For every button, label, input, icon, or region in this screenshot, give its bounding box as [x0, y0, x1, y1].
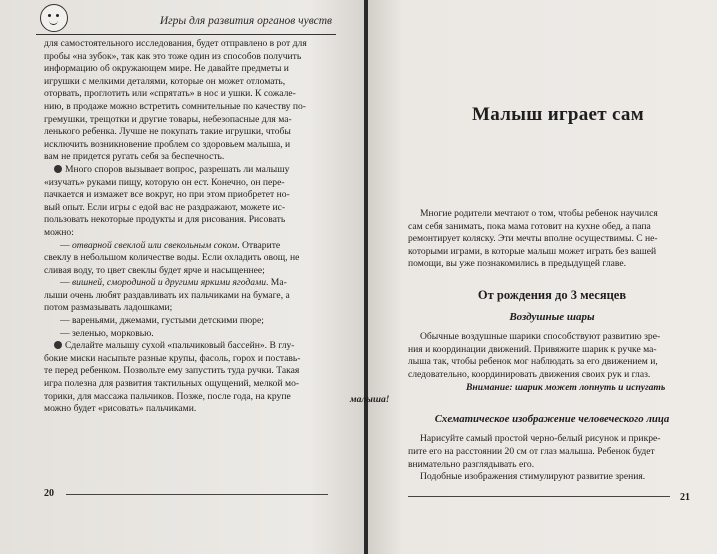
- page-number-right: 21: [680, 492, 690, 503]
- face-paragraph: [408, 433, 696, 483]
- text-line: пите его на расстоянии 20 см от глаз малыша. Ребенок будет: [408, 445, 655, 457]
- text-line: ленького ребенка. Лучше не покупать такие игрушки, чтобы: [44, 126, 291, 138]
- text-line: сам себя занимать, пока мама готовит на кухне обед, а папа: [408, 220, 651, 232]
- text-line: информацию об окружающем мире. Не давайте предметы и: [44, 63, 289, 75]
- text-line: «изучать» руками пищу, которую он ест. Конечно, он пере-: [44, 176, 285, 188]
- warning-note: Внимание: шарик может лопнуть и испугать малыша!: [350, 381, 666, 406]
- baby-face-logo-icon: [40, 4, 68, 32]
- text-line: для самостоятельного исследования, будет отправлено в рот для: [44, 38, 307, 49]
- text-line: Нарисуйте самый простой черно-белый рисунок и прикре-: [420, 433, 661, 445]
- intro-paragraph: [408, 208, 696, 271]
- text-line: торики, для массажа пальчиков. Позже, после года, на крупе: [44, 390, 291, 402]
- text-line: Обычные воздушные шарики способствуют развитию зре-: [420, 331, 661, 343]
- text-line: вый опыт. Если игры с едой вас не раздражают, можете ис-: [44, 201, 286, 213]
- right-page-text: [350, 208, 696, 484]
- running-header: [36, 8, 336, 35]
- text-line: можно:: [44, 226, 74, 238]
- text-line: — вареньями, джемами, густыми детскими пюре;: [60, 315, 264, 327]
- left-page-text: [44, 38, 332, 416]
- text-line: — вишней, смородиной и другими яркими ягодами. Ма-: [60, 277, 287, 289]
- text-line: ремонтирует коляску. Эти мечты вполне осуществимы. С не-: [408, 233, 658, 245]
- text-line: Сделайте малышу сухой «пальчиковый бассейн». В глу-: [44, 340, 332, 353]
- text-line: внимательно разглядывать его.: [408, 458, 535, 470]
- text-line: игрушки с мелкими деталями, которые он может отломать,: [44, 75, 286, 87]
- subsection-title-face: Схематическое изображение человеческого лица: [434, 412, 670, 425]
- text-line: можно будет «рисовать» пальчиками.: [44, 403, 197, 415]
- balloons-paragraph: [408, 331, 696, 381]
- bullet-icon: [54, 341, 62, 349]
- text-line: свеклу в небольшом количестве воды. Если охладить овощ, не: [44, 252, 300, 264]
- text-line: ния и координации движений. Привяжите шарик к ручке ма-: [408, 343, 657, 355]
- text-line: нию, в продаже можно встретить сомнительные по качеству по-: [44, 100, 306, 112]
- text-line: пользовать некоторые продукты и для рисования. Рисовать: [44, 214, 286, 226]
- text-line: вам не придется ругать себя за беспечность.: [44, 151, 225, 163]
- text-line: помощи, вы уже познакомились в предыдущей главе.: [408, 258, 626, 270]
- text-line: потом размазывать ладошками;: [44, 302, 173, 314]
- section-title: От рождения до 3 месяцев: [477, 287, 627, 302]
- text-line: лыши очень любят раздавливать их пальчиками на бумаге, а: [44, 289, 290, 301]
- bullet-icon: [54, 165, 62, 173]
- text-line: Много споров вызывает вопрос, разрешать ли малышу: [44, 164, 332, 177]
- text-line: пробы «на зубок», так как это тоже один из способов получить: [44, 50, 302, 62]
- text-line: сливая воду, то цвет свеклы будет ярче и насыщеннее;: [44, 264, 265, 276]
- text-line: лыша так, чтобы ребенок мог наблюдать за его движением и,: [408, 356, 658, 368]
- subsection-title-balloons: Воздушные шары: [509, 310, 595, 323]
- text-line: Многие родители мечтают о том, чтобы ребенок научился: [420, 208, 658, 219]
- text-line: игра полезна для развития тактильных ощущений, мелкой мо-: [44, 378, 300, 390]
- footer-rule: [66, 494, 328, 495]
- text-line: Подобные изображения стимулируют развитие зрения.: [420, 471, 646, 483]
- text-line: оторвать, проглотить или «спрятать» в нос и ушки. К сожале-: [44, 88, 296, 100]
- text-line: пачкается и измажет все вокруг, но при этом приобретет но-: [44, 189, 290, 201]
- running-title: Игры для развития органов чувств: [159, 15, 332, 27]
- text-line: которыми играми, в которые малыш может играть без вашей: [408, 245, 657, 257]
- text-line: — зеленью, морковью.: [60, 327, 154, 339]
- text-line: те перед ребенком. Позвольте ему запустить туда ручки. Такая: [44, 365, 300, 377]
- page-number-left: 20: [44, 488, 54, 499]
- text-line: бокие миски насыпьте разные крупы, фасоль, горох и поставь-: [44, 352, 301, 364]
- text-line: исключить возникновение проблем со здоровьем малыша, и: [44, 138, 291, 150]
- text-line: — отварной свеклой или свекольным соком. Отварите: [60, 239, 281, 251]
- chapter-title: Малыш играет сам: [472, 104, 644, 125]
- text-line: следовательно, координировать движения своих рук и глаз.: [408, 368, 651, 380]
- text-line: гремушки, трещотки и другие товары, небезопасные для ма-: [44, 113, 292, 125]
- footer-rule-right: [408, 496, 670, 497]
- right-page: [350, 0, 717, 554]
